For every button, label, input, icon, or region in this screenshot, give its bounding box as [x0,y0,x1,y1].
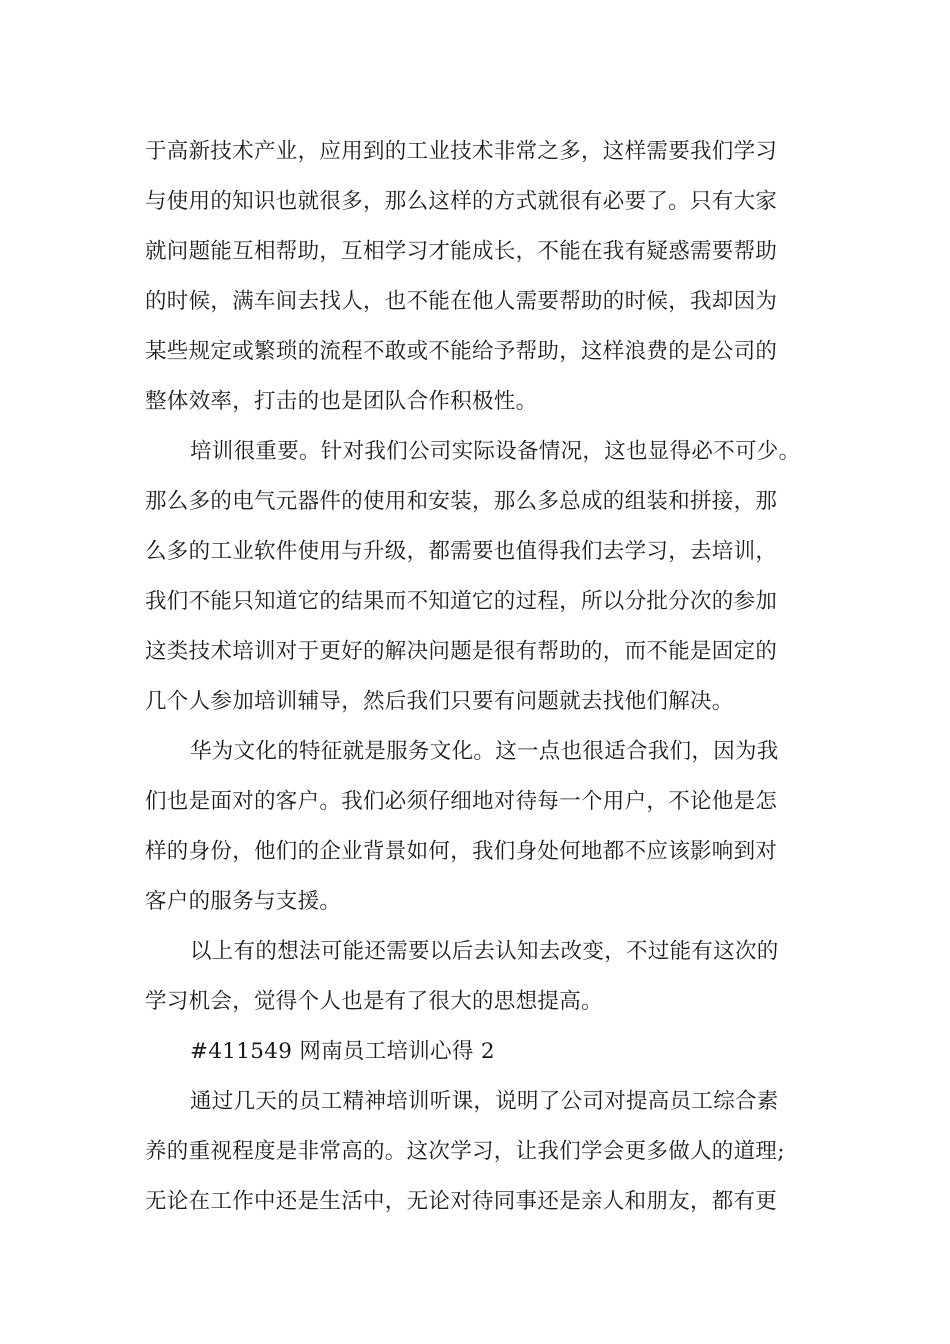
body-text-line: 么多的工业软件使用与升级，都需要也值得我们去学习，去培训， [145,539,778,564]
body-text-line: 学习机会，觉得个人也是有了很大的思想提高。 [145,989,603,1014]
paragraph-first-line: 培训很重要。针对我们公司实际设备情况，这也显得必不可少。 [190,439,801,464]
body-text-line: 的时候，满车间去找人，也不能在他人需要帮助的时候，我却因为 [145,289,778,314]
body-text-line: 于高新技术产业，应用到的工业技术非常之多，这样需要我们学习 [145,139,778,164]
body-text-line: 整体效率，打击的也是团队合作积极性。 [145,389,538,414]
body-text-line: 这类技术培训对于更好的解决问题是很有帮助的，而不能是固定的 [145,639,778,664]
paragraph-first-line: 通过几天的员工精神培训听课，说明了公司对提高员工综合素 [190,1089,779,1114]
body-text-line: 我们不能只知道它的结果而不知道它的过程，所以分批分次的参加 [145,589,778,614]
body-text-line: 养的重视程度是非常高的。这次学习，让我们学会更多做人的道理; [145,1139,785,1164]
section-heading: #411549 网南员工培训心得 2 [190,1039,495,1064]
body-text-line: 样的身份，他们的企业背景如何，我们身处何地都不应该影响到对 [145,839,778,864]
paragraph-first-line: 华为文化的特征就是服务文化。这一点也很适合我们，因为我 [190,739,779,764]
paragraph-first-line: 以上有的想法可能还需要以后去认知去改变，不过能有这次的 [190,939,779,964]
body-text-line: 几个人参加培训辅导，然后我们只要有问题就去找他们解决。 [145,689,734,714]
body-text-line: 那么多的电气元器件的使用和安装，那么多总成的组装和拼接，那 [145,489,778,514]
body-text-line: 们也是面对的客户。我们必须仔细地对待每一个用户，不论他是怎 [145,789,778,814]
body-text-line: 就问题能互相帮助，互相学习才能成长，不能在我有疑惑需要帮助 [145,239,778,264]
body-text-line: 某些规定或繁琐的流程不敢或不能给予帮助，这样浪费的是公司的 [145,339,778,364]
body-text-line: 无论在工作中还是生活中，无论对待同事还是亲人和朋友，都有更 [145,1189,778,1214]
body-text-line: 客户的服务与支援。 [145,889,342,914]
body-text-line: 与使用的知识也就很多，那么这样的方式就很有必要了。只有大家 [145,189,778,214]
